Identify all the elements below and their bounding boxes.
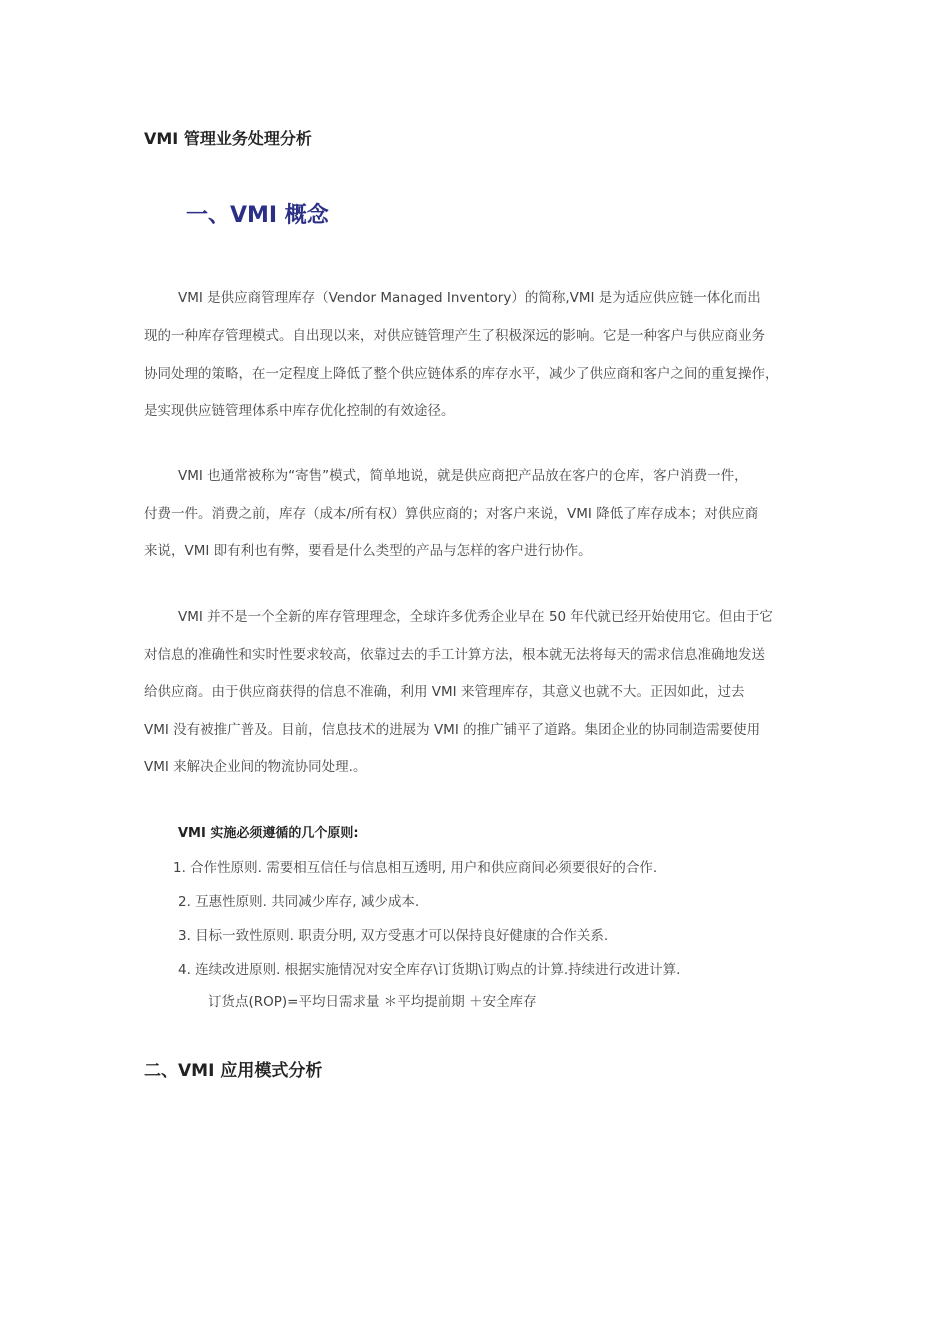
document-title: VMI 管理业务处理分析 [144,129,312,148]
paragraph-3-line-2: 对信息的准确性和实时性要求较高，依靠过去的手工计算方法，根本就无法将每天的需求信息准确地发送 [144,647,765,663]
paragraph-2-line-1: VMI 也通常被称为“寄售”模式，简单地说，就是供应商把产品放在客户的仓库，客户消费一件， [178,468,748,484]
section-2-heading: 二、VMI 应用模式分析 [144,1061,323,1081]
paragraph-1-line-2: 现的一种库存管理模式。自出现以来，对供应链管理产生了积极深远的影响。它是一种客户与供应商业务 [144,328,765,344]
paragraph-3-line-1: VMI 并不是一个全新的库存管理理念，全球许多优秀企业早在 50 年代就已经开始使用它。但由于它 [178,609,773,625]
paragraph-3-line-3: 给供应商。由于供应商获得的信息不准确，利用 VMI 来管理库存，其意义也就不大。正因如此，过去 [144,684,745,700]
paragraph-1-line-4: 是实现供应链管理体系中库存优化控制的有效途径。 [144,403,455,419]
principles-heading: VMI 实施必须遵循的几个原则: [178,826,359,841]
reorder-point-formula: 订货点(ROP)=平均日需求量 ＊平均提前期 ＋安全库存 [208,994,537,1010]
principle-item-3: 3. 目标一致性原则. 职责分明, 双方受惠才可以保持良好健康的合作关系. [178,928,609,944]
principle-item-1: 1. 合作性原则. 需要相互信任与信息相互透明, 用户和供应商间必须要很好的合作. [173,860,658,876]
paragraph-1-line-1: VMI 是供应商管理库存（Vendor Managed Inventory）的简称,VMI 是为适应供应链一体化而出 [178,290,761,306]
paragraph-1-line-3: 协同处理的策略，在一定程度上降低了整个供应链体系的库存水平，减少了供应商和客户之间的重复操作， [144,366,779,382]
paragraph-2-line-3: 来说，VMI 即有利也有弊，要看是什么类型的产品与怎样的客户进行协作。 [144,543,592,559]
principle-item-2: 2. 互惠性原则. 共同减少库存, 减少成本. [178,894,420,910]
paragraph-3-line-5: VMI 来解决企业间的物流协同处理.。 [144,759,367,775]
paragraph-3-line-4: VMI 没有被推广普及。目前，信息技术的进展为 VMI 的推广铺平了道路。集团企业的协同制造需要使用 [144,722,761,738]
principle-item-4: 4. 连续改进原则. 根据实施情况对安全库存\订货期\订购点的计算.持续进行改进计算. [178,962,681,978]
section-1-heading: 一、VMI 概念 [186,203,329,228]
paragraph-2-line-2: 付费一件。消费之前，库存（成本/所有权）算供应商的；对客户来说，VMI 降低了库存成本；对供应商 [144,506,759,522]
